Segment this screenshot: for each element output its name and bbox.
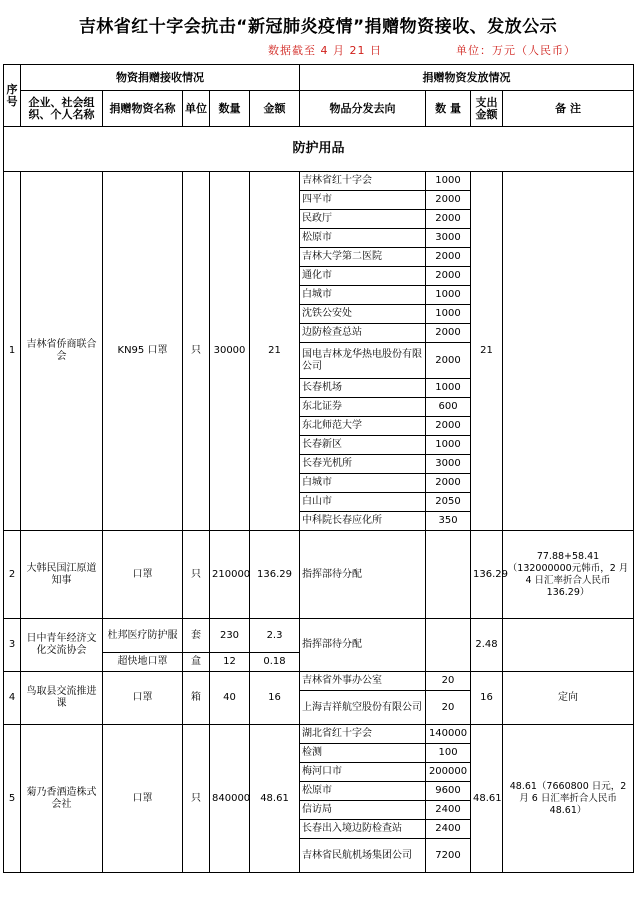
dist-qty-cell: 1000	[426, 305, 471, 324]
dest-cell: 长春新区	[300, 436, 426, 455]
table-row	[4, 531, 634, 619]
dist-qty-cell: 2000	[426, 267, 471, 286]
dist-qty-cell: 3000	[426, 455, 471, 474]
dist-qty-cell: 20	[426, 672, 471, 691]
seq-cell: 1	[4, 172, 21, 531]
unit-cell: 只	[183, 531, 210, 619]
category-row: 防护用品	[4, 127, 634, 172]
amount-cell: 16	[250, 672, 300, 725]
dist-qty-cell: 2000	[426, 248, 471, 267]
dist-amount-cell: 136.29	[471, 531, 503, 619]
dist-qty-cell: 1000	[426, 172, 471, 191]
dist-amount-cell: 48.61	[471, 725, 503, 873]
header-dist-qty: 数 量	[426, 91, 471, 127]
qty-cell: 30000	[210, 172, 250, 531]
note-cell: 48.61（7660800 日元，2月 6 日汇率折合人民币 48.61）	[503, 725, 634, 873]
dest-cell: 松原市	[300, 229, 426, 248]
header-item: 捐赠物资名称	[103, 91, 183, 127]
dist-qty-cell: 600	[426, 398, 471, 417]
dest-cell: 长春机场	[300, 379, 426, 398]
item-cell: 超快地口罩	[103, 653, 183, 672]
item-cell: 口罩	[103, 725, 183, 873]
item-cell: KN95 口罩	[103, 172, 183, 531]
dest-cell: 信访局	[300, 801, 426, 820]
dest-cell: 通化市	[300, 267, 426, 286]
dest-cell: 吉林大学第二医院	[300, 248, 426, 267]
dest-cell: 梅河口市	[300, 763, 426, 782]
seq-cell: 2	[4, 531, 21, 619]
dist-qty-cell: 2400	[426, 820, 471, 839]
donor-cell: 菊乃香酒造株式会社	[21, 725, 103, 873]
header-dest: 物品分发去向	[300, 91, 426, 127]
dest-cell: 白山市	[300, 493, 426, 512]
dest-cell: 湖北省红十字会	[300, 725, 426, 744]
dist-amount-cell: 16	[471, 672, 503, 725]
qty-cell: 230	[210, 619, 250, 653]
dist-qty-cell	[426, 619, 471, 672]
dest-cell: 指挥部待分配	[300, 531, 426, 619]
dist-qty-cell: 2000	[426, 191, 471, 210]
unit-note: 单位：万元（人民币）	[456, 44, 576, 57]
table-row	[4, 725, 634, 744]
table-row	[4, 619, 634, 653]
dest-cell: 民政厅	[300, 210, 426, 229]
dist-qty-cell: 3000	[426, 229, 471, 248]
dest-cell: 吉林省民航机场集团公司	[300, 839, 426, 873]
note-cell: 77.88+58.41（132000000元韩币，2 月 4 日汇率折合人民币 136.29）	[503, 531, 634, 619]
seq-cell: 3	[4, 619, 21, 672]
note-cell	[503, 172, 634, 531]
dist-qty-cell: 1000	[426, 436, 471, 455]
qty-cell: 12	[210, 653, 250, 672]
unit-cell: 套	[183, 619, 210, 653]
item-cell: 口罩	[103, 672, 183, 725]
qty-cell: 840000	[210, 725, 250, 873]
dest-cell: 上海吉祥航空股份有限公司	[300, 691, 426, 725]
dest-cell: 边防检查总站	[300, 324, 426, 343]
seq-cell: 5	[4, 725, 21, 873]
dest-cell: 松原市	[300, 782, 426, 801]
header-donor: 企业、社会组织、个人名称	[21, 91, 103, 127]
dist-qty-cell: 350	[426, 512, 471, 531]
qty-cell: 40	[210, 672, 250, 725]
unit-cell: 箱	[183, 672, 210, 725]
dest-cell: 长春光机所	[300, 455, 426, 474]
qty-cell: 210000	[210, 531, 250, 619]
dest-cell: 吉林省外事办公室	[300, 672, 426, 691]
dest-cell: 吉林省红十字会	[300, 172, 426, 191]
dest-cell: 指挥部待分配	[300, 619, 426, 672]
header-dist-group: 捐赠物资发放情况	[300, 65, 634, 91]
date-note: 数据截至 4 月 21 日	[268, 44, 382, 57]
dest-cell: 沈铁公安处	[300, 305, 426, 324]
dest-cell: 长春出入境边防检查站	[300, 820, 426, 839]
item-cell: 口罩	[103, 531, 183, 619]
dist-qty-cell: 1000	[426, 379, 471, 398]
header-note: 备 注	[503, 91, 634, 127]
note-cell: 定向	[503, 672, 634, 725]
dest-cell: 白城市	[300, 286, 426, 305]
dest-cell: 四平市	[300, 191, 426, 210]
dist-qty-cell: 100	[426, 744, 471, 763]
item-cell: 杜邦医疗防护服	[103, 619, 183, 653]
dist-qty-cell: 9600	[426, 782, 471, 801]
dist-qty-cell: 2000	[426, 417, 471, 436]
donation-table	[3, 64, 634, 873]
dest-cell: 东北证券	[300, 398, 426, 417]
page-title: 吉林省红十字会抗击“新冠肺炎疫情”捐赠物资接收、发放公示	[78, 17, 558, 37]
header-qty: 数量	[210, 91, 250, 127]
dest-cell: 白城市	[300, 474, 426, 493]
amount-cell: 136.29	[250, 531, 300, 619]
dist-qty-cell: 2000	[426, 210, 471, 229]
dest-cell: 国电吉林龙华热电股份有限公司	[300, 343, 426, 379]
dist-qty-cell: 2000	[426, 474, 471, 493]
dist-qty-cell: 140000	[426, 725, 471, 744]
dist-qty-cell	[426, 531, 471, 619]
amount-cell: 21	[250, 172, 300, 531]
donor-cell: 日中青年经济文化交流协会	[21, 619, 103, 672]
amount-cell: 0.18	[250, 653, 300, 672]
dist-qty-cell: 1000	[426, 286, 471, 305]
donor-cell: 吉林省侨商联合会	[21, 172, 103, 531]
donor-cell: 鸟取县交流推进课	[21, 672, 103, 725]
dist-amount-cell: 2.48	[471, 619, 503, 672]
header-unit: 单位	[183, 91, 210, 127]
amount-cell: 2.3	[250, 619, 300, 653]
amount-cell: 48.61	[250, 725, 300, 873]
header-dist-amount: 支出金额	[471, 91, 503, 127]
dist-qty-cell: 200000	[426, 763, 471, 782]
dist-qty-cell: 2050	[426, 493, 471, 512]
header-amount: 金额	[250, 91, 300, 127]
unit-cell: 只	[183, 172, 210, 531]
dest-cell: 东北师范大学	[300, 417, 426, 436]
dist-qty-cell: 7200	[426, 839, 471, 873]
unit-cell: 盒	[183, 653, 210, 672]
dist-qty-cell: 20	[426, 691, 471, 725]
dist-qty-cell: 2400	[426, 801, 471, 820]
donor-cell: 大韩民国江原道知事	[21, 531, 103, 619]
note-cell	[503, 619, 634, 672]
header-seq: 序号	[4, 65, 21, 127]
seq-cell: 4	[4, 672, 21, 725]
table-row	[4, 172, 634, 191]
dist-amount-cell: 21	[471, 172, 503, 531]
dist-qty-cell: 2000	[426, 324, 471, 343]
dest-cell: 中科院长春应化所	[300, 512, 426, 531]
dest-cell: 检测	[300, 744, 426, 763]
dist-qty-cell: 2000	[426, 343, 471, 379]
unit-cell: 只	[183, 725, 210, 873]
header-receive-group: 物资捐赠接收情况	[21, 65, 300, 91]
table-row	[4, 672, 634, 691]
